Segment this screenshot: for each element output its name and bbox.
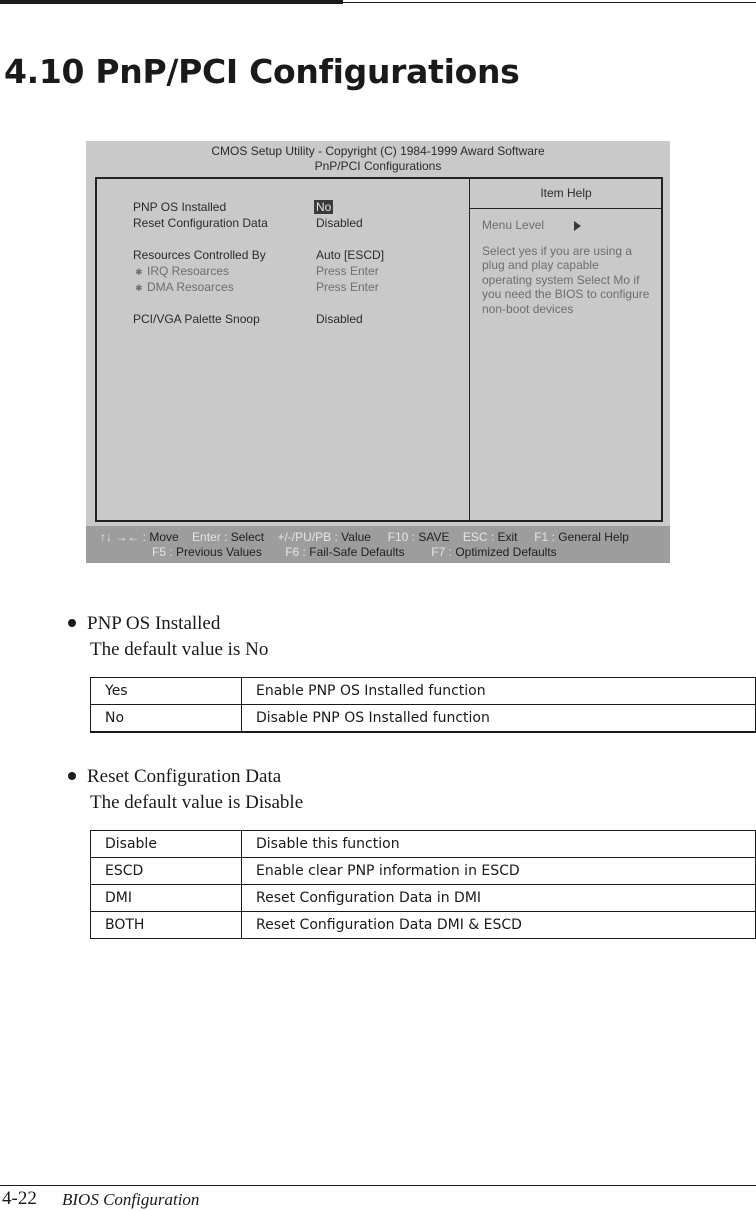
triangle-right-icon	[574, 221, 581, 231]
key-esc: ESC	[462, 530, 488, 544]
footer-rule	[0, 1185, 756, 1186]
table-cell-desc: Reset Configuration Data in DMI	[242, 885, 756, 912]
table-cell-option: BOTH	[91, 912, 242, 939]
bullet-icon	[68, 772, 76, 780]
key-action-failsafe: Fail-Safe Defaults	[309, 545, 405, 559]
key-f1: F1	[534, 530, 549, 544]
item-help-panel	[469, 179, 662, 520]
pnp-os-options-table	[90, 677, 756, 733]
section-heading-pnp-os	[68, 613, 220, 635]
bullet-icon	[68, 619, 76, 627]
table-cell-option: ESCD	[91, 858, 242, 885]
option-label-reset-config: Reset Configuration Data	[133, 216, 268, 230]
page-title: 4.10 PnP/PCI Configurations	[4, 52, 520, 91]
bios-key-legend	[86, 526, 670, 563]
option-value-vga-snoop[interactable]: Disabled	[316, 312, 363, 326]
menu-level-label: Menu Level	[482, 218, 545, 232]
top-rule-thick	[0, 0, 343, 4]
option-label-irq: IRQ Resoarces	[147, 264, 230, 278]
table-cell-desc: Disable this function	[242, 831, 756, 858]
key-f10: F10	[387, 530, 409, 544]
table-cell-desc: Disable PNP OS Installed function	[242, 705, 756, 733]
section-default-pnp-os: The default value is No	[90, 639, 269, 660]
bios-options-panel	[95, 177, 663, 522]
option-value-dma[interactable]: Press Enter	[316, 280, 379, 294]
key-legend-line-2: F5 : Previous Values F6 : Fail-Safe Defaults F7 : Optimized Defaults	[152, 545, 557, 559]
table-row	[91, 678, 756, 705]
bios-header-page: PnP/PCI Configurations	[314, 159, 442, 173]
footer-section-name: BIOS Configuration	[62, 1190, 200, 1209]
section-heading-text: PNP OS Installed	[87, 613, 221, 634]
section-default-reset-config: The default value is Disable	[90, 792, 304, 813]
key-action-previous: Previous Values	[176, 545, 262, 559]
key-enter: Enter	[192, 530, 221, 544]
key-f5: F5	[152, 545, 167, 559]
table-row	[91, 885, 756, 912]
table-cell-desc: Enable PNP OS Installed function	[242, 678, 756, 705]
table-cell-desc: Reset Configuration Data DMI & ESCD	[242, 912, 756, 939]
key-f7: F7	[431, 545, 446, 559]
key-legend-line-1: ↑↓ →← : Move Enter : Select +/-/PU/PB : Value F10 : SAVE ESC : Exit F1 : General Help	[100, 530, 629, 544]
key-f6: F6	[285, 545, 300, 559]
section-heading-text: Reset Configuration Data	[87, 766, 282, 787]
option-value-irq[interactable]: Press Enter	[316, 264, 379, 278]
key-action-save: SAVE	[418, 530, 450, 544]
option-label-resources: Resources Controlled By	[133, 248, 266, 262]
submenu-star-icon: ✱	[135, 283, 143, 293]
table-cell-option: Yes	[91, 678, 242, 705]
table-cell-option: Disable	[91, 831, 242, 858]
key-action-select: Select	[230, 530, 265, 544]
table-row	[91, 912, 756, 939]
bios-screen	[86, 141, 670, 563]
option-value-pnp-os[interactable]: No	[316, 200, 332, 214]
reset-config-options-table	[90, 830, 756, 939]
key-action-help: General Help	[558, 530, 629, 544]
option-label-pnp-os: PNP OS Installed	[133, 200, 227, 214]
table-row	[91, 705, 756, 733]
option-value-reset-config[interactable]: Disabled	[316, 216, 363, 230]
key-value: +/-/PU/PB	[277, 530, 332, 544]
option-label-dma: DMA Resoarces	[147, 280, 234, 294]
table-cell-option: DMI	[91, 885, 242, 912]
top-rule-thin	[343, 2, 756, 3]
option-label-vga-snoop: PCI/VGA Palette Snoop	[133, 312, 260, 326]
table-row	[91, 858, 756, 885]
page-number: 4-22	[2, 1188, 37, 1209]
key-action-move: Move	[149, 530, 179, 544]
section-heading-reset-config	[68, 766, 281, 788]
key-action-value: Value	[341, 530, 371, 544]
key-action-exit: Exit	[497, 530, 518, 544]
arrow-keys-icon: ↑↓ →←	[100, 530, 140, 544]
submenu-star-icon: ✱	[135, 267, 143, 277]
bios-header-copyright: CMOS Setup Utility - Copyright (C) 1984-1999 Award Software	[211, 144, 545, 158]
table-cell-desc: Enable clear PNP information in ESCD	[242, 858, 756, 885]
item-help-title: Item Help	[470, 179, 662, 209]
item-help-text: Select yes if you are using a plug and play capable operating system Select Mo if you need the BIOS to configure non-boot devices	[482, 244, 650, 316]
key-action-optimized: Optimized Defaults	[455, 545, 557, 559]
table-row	[91, 831, 756, 858]
table-cell-option: No	[91, 705, 242, 733]
option-value-resources[interactable]: Auto [ESCD]	[316, 248, 385, 262]
